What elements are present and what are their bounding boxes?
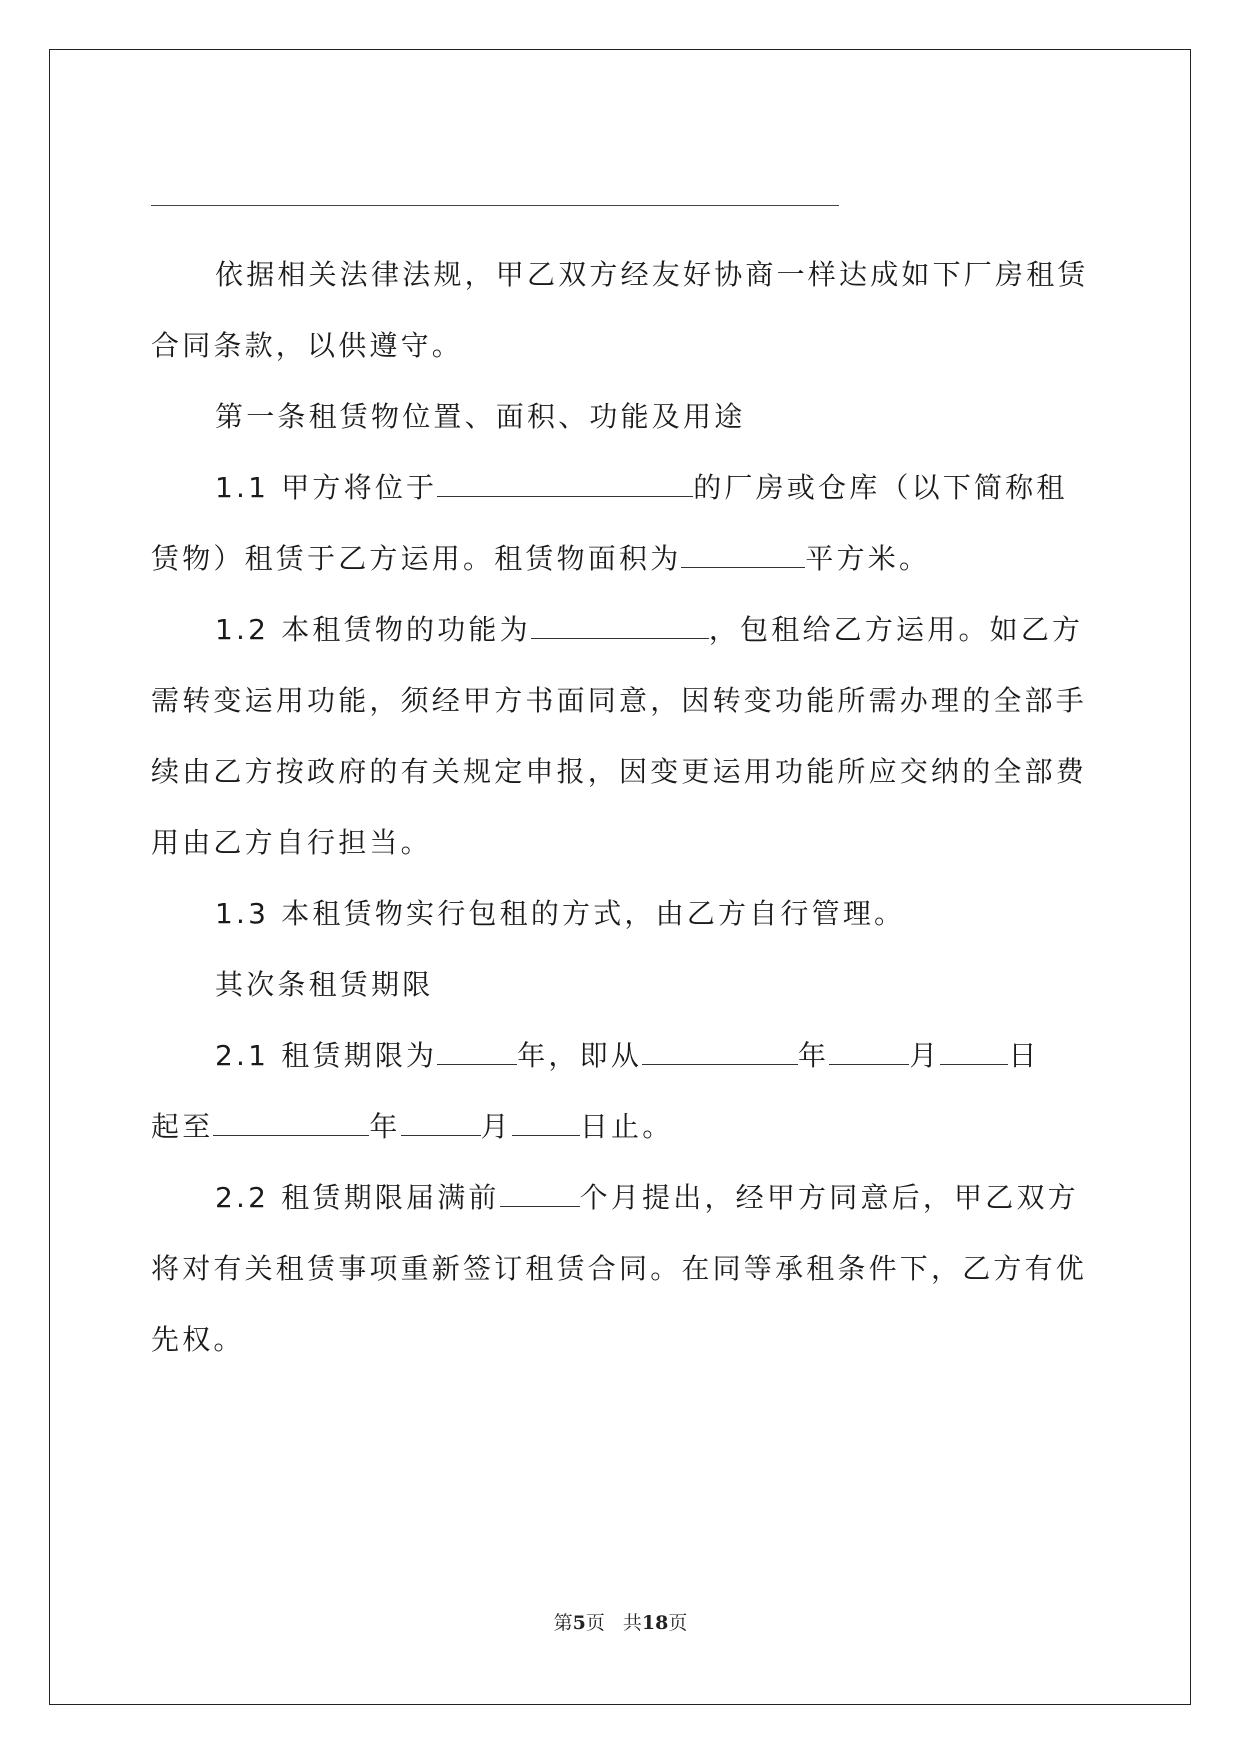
clause-2-1-line-1 — [215, 1036, 1040, 1076]
clause-2-2-text-a: 2.2 租赁期限届满前 — [215, 1181, 500, 1214]
clause-2-1-text-c: 年 — [798, 1039, 830, 1072]
clause-2-1-text-h: 月 — [480, 1110, 512, 1143]
clause-1-1-text-d: 平方米。 — [805, 542, 931, 575]
clause-1-2-line-2: 需转变运用功能，须经甲方书面同意，因转变功能所需办理的全部手 — [151, 684, 1088, 717]
current-page-number: 5 — [572, 1612, 586, 1634]
end-month-blank-field[interactable] — [401, 1109, 481, 1136]
clause-2-1-line-2 — [151, 1107, 673, 1147]
paragraph-intro-line-1: 依据相关法律法规，甲乙双方经友好协商一样达成如下厂房租赁 — [215, 258, 1089, 291]
top-divider-line — [151, 205, 839, 206]
clause-1-2-line-3: 续由乙方按政府的有关规定申报，因变更运用功能所应交纳的全部费 — [151, 755, 1088, 788]
start-day-blank-field[interactable] — [940, 1038, 1008, 1065]
clause-2-1-text-b: 年，即从 — [517, 1039, 643, 1072]
page-footer — [0, 1608, 1241, 1635]
function-blank-field[interactable] — [531, 612, 709, 639]
footer-prefix: 第 — [553, 1612, 573, 1634]
start-year-blank-field[interactable] — [642, 1038, 798, 1065]
clause-1-1-text-c: 赁物）租赁于乙方运用。租赁物面积为 — [151, 542, 682, 575]
clause-1-2-line-4: 用由乙方自行担当。 — [151, 826, 432, 859]
article-2-heading: 其次条租赁期限 — [215, 968, 434, 1001]
clause-1-1-text-a: 1.1 甲方将位于 — [215, 471, 438, 504]
end-year-blank-field[interactable] — [213, 1109, 369, 1136]
clause-2-1-text-e: 日 — [1008, 1039, 1040, 1072]
footer-total-suffix: 页 — [668, 1612, 688, 1634]
clause-2-2-line-3: 先权。 — [151, 1323, 245, 1356]
end-day-blank-field[interactable] — [512, 1109, 580, 1136]
article-1-heading: 第一条租赁物位置、面积、功能及用途 — [215, 400, 746, 433]
clause-1-3: 1.3 本租赁物实行包租的方式，由乙方自行管理。 — [215, 897, 906, 930]
term-years-blank-field[interactable] — [437, 1038, 517, 1065]
page-border — [49, 49, 1191, 1705]
start-month-blank-field[interactable] — [829, 1038, 909, 1065]
clause-2-2-line-1 — [215, 1178, 1079, 1218]
area-blank-field[interactable] — [681, 541, 805, 568]
clause-2-2-line-2: 将对有关租赁事项重新签订租赁合同。在同等承租条件下，乙方有优 — [151, 1252, 1088, 1285]
footer-page-suffix: 页 — [585, 1612, 605, 1634]
notice-months-blank-field[interactable] — [500, 1180, 580, 1207]
clause-1-2-text-a: 1.2 本租赁物的功能为 — [215, 613, 531, 646]
total-page-count: 18 — [641, 1612, 669, 1634]
clause-1-1-text-b: 的厂房或仓库（以下简称租 — [693, 471, 1068, 504]
paragraph-intro-line-2: 合同条款，以供遵守。 — [151, 329, 464, 362]
clause-1-1-line-1 — [215, 468, 1068, 508]
clause-2-2-text-b: 个月提出，经甲方同意后，甲乙双方 — [579, 1181, 1079, 1214]
clause-2-1-text-i: 日止。 — [579, 1110, 674, 1143]
location-blank-field[interactable] — [437, 470, 693, 497]
clause-2-1-text-a: 2.1 租赁期限为 — [215, 1039, 438, 1072]
clause-1-2-text-b: ，包租给乙方运用。如乙方 — [708, 613, 1084, 646]
clause-1-1-line-2 — [151, 539, 930, 579]
clause-1-2-line-1 — [215, 610, 1083, 650]
clause-2-1-text-f: 起至 — [151, 1110, 214, 1143]
clause-2-1-text-g: 年 — [369, 1110, 401, 1143]
footer-total-prefix: 共 — [622, 1612, 642, 1634]
clause-2-1-text-d: 月 — [909, 1039, 941, 1072]
